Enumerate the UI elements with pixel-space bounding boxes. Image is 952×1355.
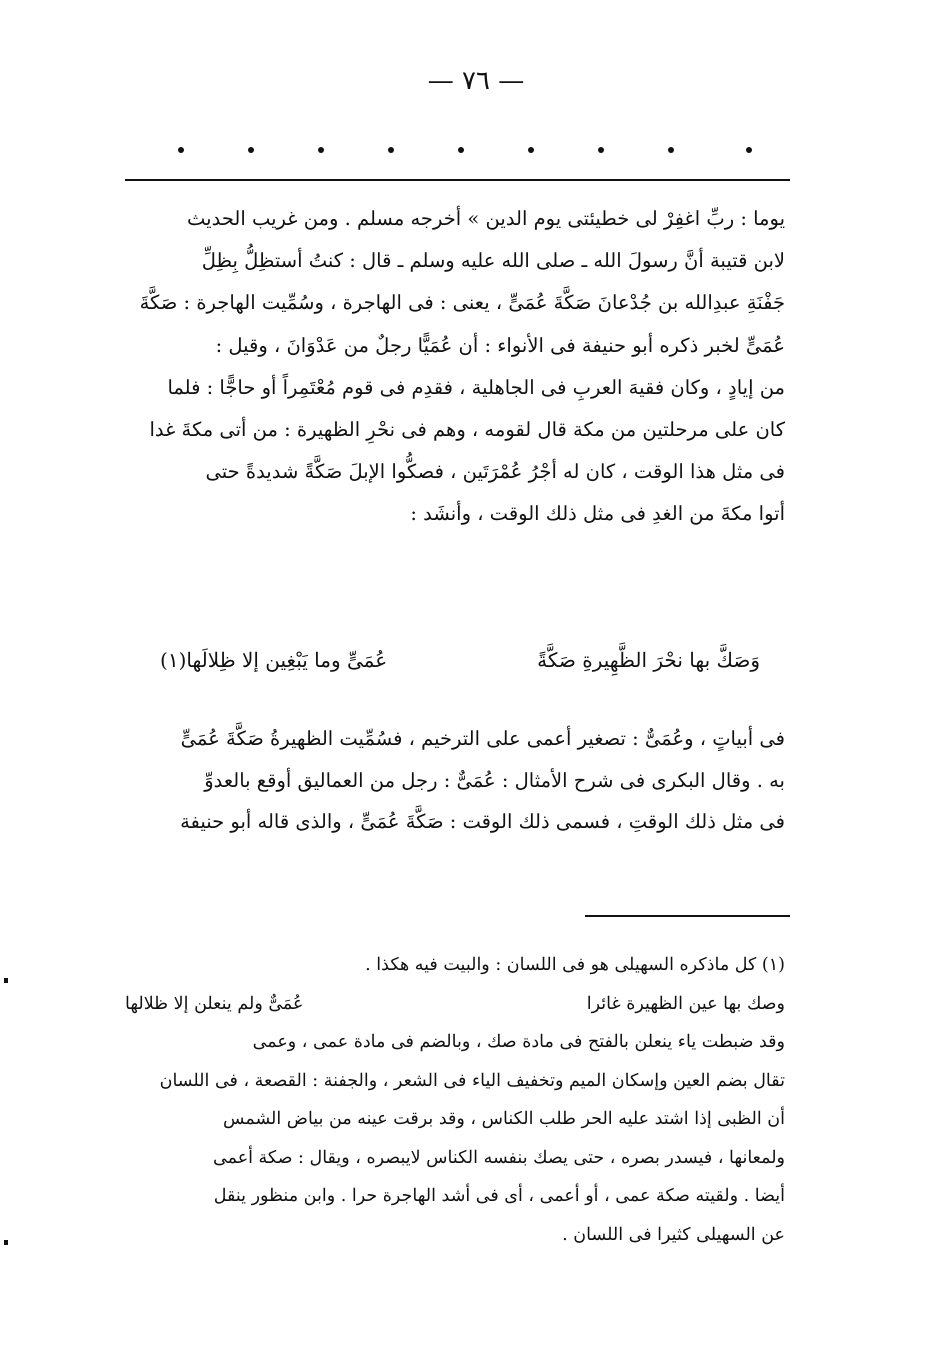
ornament-dot (746, 147, 752, 153)
footnotes (125, 946, 785, 1254)
text-line: فى مثل ذلك الوقتِ ، فسمى ذلك الوقت : صَكَّةَ عُمَىٍّ ، والذى قاله أبو حنيفة (180, 810, 785, 833)
ornament-dot (248, 147, 254, 153)
text-line: لابن قتيبة أنَّ رسولَ الله ـ صلى الله عليه وسلم ـ قال : كنتُ أستظِلُّ بِظِلِّ (201, 249, 785, 273)
page-number: — ٧٦ — (427, 66, 525, 96)
ornament-dot (178, 147, 184, 153)
ornamental-dots-row (170, 143, 770, 159)
scan-margin-mark (4, 978, 8, 983)
ornament-dot (528, 147, 534, 153)
scan-margin-mark (4, 1240, 8, 1245)
footnote-verse-first: وصك بها عين الظهيرة غائرا (586, 993, 785, 1014)
footnote-line: ولمعانها ، فيسدر بصره ، حتى يصك بنفسه الكناس لايبصره ، ويقال : صكة أعمى (212, 1147, 785, 1168)
text-line: من إيادٍ ، وكان فقيهَ العربِ فى الجاهلية ، فقدِم فى قوم مُعْتَمِراً أو حاجًّا : فلما (167, 375, 785, 399)
ornament-dot (388, 147, 394, 153)
ornament-dot (598, 147, 604, 153)
text-line: يوما : ربِّ اغفِرْ لى خطيئتى يوم الدين » أخرجه مسلم . ومن غريب الحديث (187, 207, 785, 230)
header-rule (125, 179, 790, 181)
footnote-line: تقال بضم العين وإسكان الميم وتخفيف الياء فى الشعر ، والجفنة : القصعة ، فى اللسان (159, 1070, 785, 1091)
text-line: عُمَىٍّ لخبر ذكره أبو حنيفة فى الأنواء : أن عُمَيًّا رجلٌ من عَدْوَانَ ، وقيل : (215, 333, 785, 357)
footnote-line: عن السهيلى كثيرا فى اللسان . (562, 1224, 785, 1245)
ornament-dot (318, 147, 324, 153)
text-line: به . وقال البكرى فى شرح الأمثال : عُمَىٌّ : رجل من العماليق أوقع بالعدوِّ (204, 768, 785, 792)
footnote-line: (١) كل ماذكره السهيلى هو فى اللسان : والبيت فيه هكذا . (365, 955, 785, 975)
text-line: كان على مرحلتين من مكة قال لقومه ، وهم فى نحْرِ الظهيرة : من أتى مكةَ غدا (149, 417, 785, 441)
footnote-line: أن الظبى إذا اشتد عليه الحر طلب الكناس ، وقد برقت عينه من بياض الشمس (223, 1109, 785, 1129)
text-line: فى أبياتٍ ، وعُمَىٌّ : تصغير أعمى على الترخيم ، فسُمِّيت الظهيرةُ صَكَّةَ عُمَىٍّ (180, 727, 785, 750)
ornament-dot (668, 147, 674, 153)
footnote-line: أيضا . ولقيته صكة عمى ، أو أعمى ، أى فى أشد الهاجرة حرا . وابن منظور ينقل (213, 1186, 785, 1206)
body-text-continued (125, 718, 785, 843)
footnote-separator (585, 915, 790, 917)
footnote-line: وقد ضبطت ياء ينعلن بالفتح فى مادة صك ، وبالضم فى مادة عمى ، وعمى (252, 1032, 785, 1052)
ornament-dot (458, 147, 464, 153)
text-line: أتوا مكةَ من الغدِ فى مثل ذلك الوقت ، وأنشَد : (410, 502, 785, 526)
body-text (125, 198, 785, 536)
footnote-verse (125, 985, 785, 1024)
text-line: جَفْنَةِ عبدِالله بن جُدْعانَ صَكَّةَ عُمَىٍّ ، يعنى : فى الهاجرة ، وسُمِّيت الهاجرة : صَكَّةَ (139, 291, 785, 315)
verse-second-hemistich: عُمَىٍّ وما يَبْغِين إلا ظِلالَها(١) (160, 648, 388, 672)
verse-first-hemistich: وَصَكَّ بها نحْرَ الظَّهِيرةِ صَكَّةً (537, 648, 760, 672)
poem-verse (160, 648, 760, 688)
text-line: فى مثل هذا الوقت ، كان له أجْرُ عُمْرَتَين ، فصكُّوا الإبلَ صَكَّةً شديدةً حتى (205, 460, 785, 484)
footnote-verse-second: عُمَىٌّ ولم ينعلن إلا ظلالها (125, 993, 304, 1014)
